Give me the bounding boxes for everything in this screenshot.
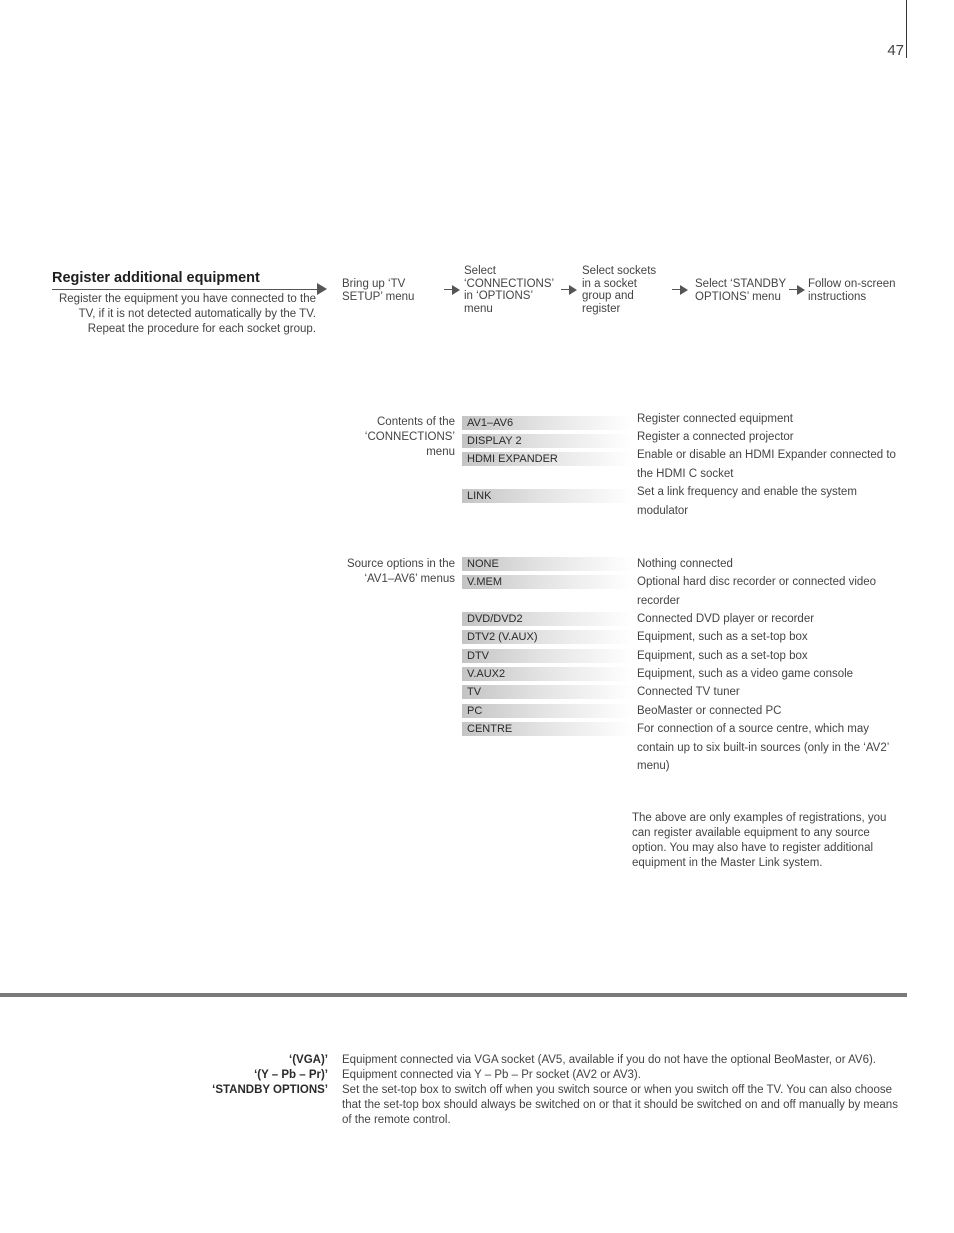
step-2: Select ‘CONNECTIONS’ in ‘OPTIONS’ menu [464, 265, 554, 315]
bottom-text-vga: Equipment connected via VGA socket (AV5, available if you do not have the optional BeoMaster, or AV6). [342, 1054, 877, 1066]
arrow-right-icon [444, 284, 460, 296]
section-title-rule [52, 289, 318, 290]
margin-rule [906, 0, 907, 58]
source-option-dtv2: DTV2 (V.AUX) [462, 630, 632, 644]
bottom-label-ypbpr: ‘(Y – Pb – Pr)’ [254, 1069, 328, 1081]
arrow-right-icon [561, 284, 577, 296]
source-option-desc: BeoMaster or connected PC [637, 705, 782, 717]
source-option-desc: Equipment, such as a set-top box [637, 650, 808, 662]
source-option-desc: Equipment, such as a video game console [637, 668, 854, 680]
arrow-right-icon [317, 283, 327, 295]
section-description: Register the equipment you have connected to the TV, if it is not detected automatically by the TV. Repeat the procedure for each socket group. [58, 293, 316, 335]
bottom-labels [150, 1053, 328, 1098]
source-option-desc: For connection of a source centre, which may contain up to six built-in sources (only in the ‘AV2’ menu) [637, 723, 889, 772]
step-5: Follow on-screen instructions [808, 278, 896, 303]
source-option-desc: Nothing connected [637, 558, 733, 570]
menu-item-hdmi-expander: HDMI EXPANDER [462, 452, 632, 466]
source-option-desc: Equipment, such as a set-top box [637, 631, 808, 643]
arrow-right-icon [672, 284, 688, 296]
menu-item-display-2: DISPLAY 2 [462, 434, 632, 448]
menu-item-link: LINK [462, 489, 632, 503]
note-text: The above are only examples of registrations, you can register available equipment to any source option. You may also have to register additional equipment in the Master Link system. [632, 812, 887, 869]
source-option-desc: Connected DVD player or recorder [637, 613, 815, 625]
source-option-v-mem: V.MEM [462, 575, 632, 589]
source-option-desc: Connected TV tuner [637, 686, 740, 698]
section-title: Register additional equipment [52, 270, 260, 286]
arrow-right-icon [789, 284, 805, 296]
menu-item-desc: Enable or disable an HDMI Expander connected to the HDMI C socket [637, 449, 896, 480]
source-option-centre: CENTRE [462, 722, 632, 736]
bottom-label-standby: ‘STANDBY OPTIONS’ [212, 1084, 328, 1096]
bottom-texts [342, 1053, 908, 1128]
source-option-pc: PC [462, 704, 632, 718]
step-1: Bring up ‘TV SETUP’ menu [342, 278, 415, 303]
menu-item-desc: Register a connected projector [637, 431, 794, 443]
bottom-label-vga: ‘(VGA)’ [289, 1054, 328, 1066]
step-4: Select ‘STANDBY OPTIONS’ menu [695, 278, 786, 303]
source-option-dtv: DTV [462, 649, 632, 663]
source-option-desc: Optional hard disc recorder or connected video recorder [637, 576, 877, 607]
source-option-none: NONE [462, 557, 632, 571]
page-number: 47 [887, 42, 904, 59]
bottom-text-standby: Set the set-top box to switch off when you switch source or when you switch off the TV. You can also choose that the set-top box should always be switched on or that it should be switched on and off manually by means of the remote control. [342, 1084, 898, 1126]
step-3: Select sockets in a socket group and register [582, 265, 657, 315]
menu-item-desc: Register connected equipment [637, 413, 793, 425]
source-option-tv: TV [462, 685, 632, 699]
source-options-label: Source options in the ‘AV1–AV6’ menus [346, 558, 455, 585]
menu-item-av1-av6: AV1–AV6 [462, 416, 632, 430]
menu-item-desc: Set a link frequency and enable the system modulator [637, 486, 857, 517]
bottom-text-ypbpr: Equipment connected via Y – Pb – Pr socket (AV2 or AV3). [342, 1069, 641, 1081]
source-option-v-aux2: V.AUX2 [462, 667, 632, 681]
section-divider [0, 993, 907, 997]
connections-menu-label: Contents of the ‘CONNECTIONS’ menu [364, 416, 455, 458]
source-option-dvd: DVD/DVD2 [462, 612, 632, 626]
